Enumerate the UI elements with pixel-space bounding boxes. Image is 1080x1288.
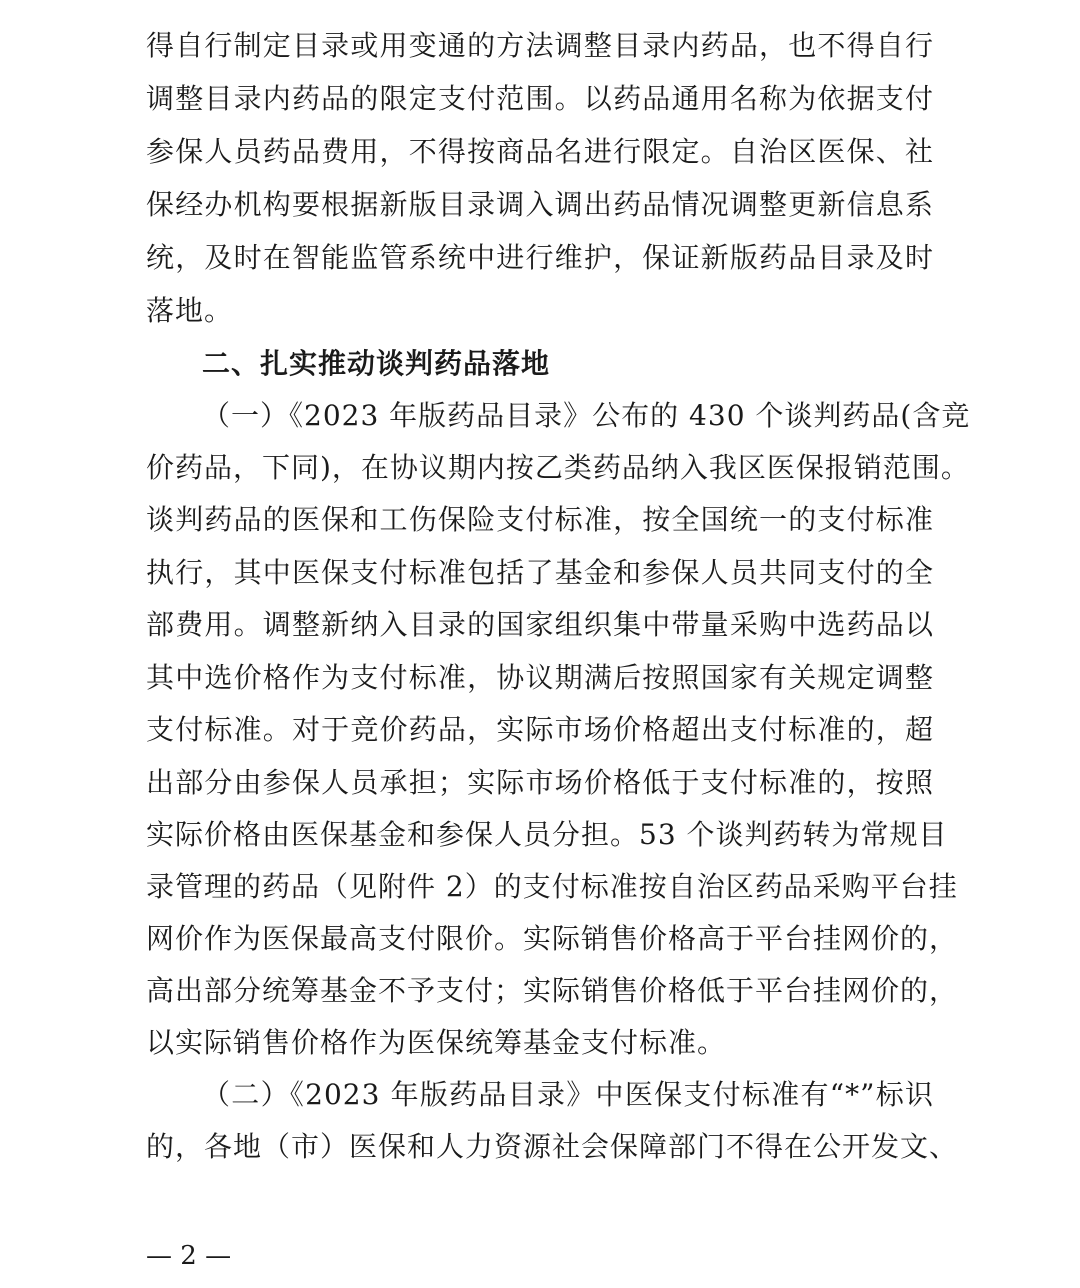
text-line: 其中选价格作为支付标准，协议期满后按照国家有关规定调整	[146, 661, 934, 694]
text-line: 统，及时在智能监管系统中进行维护，保证新版药品目录及时	[146, 241, 934, 274]
text-line: 的，各地（市）医保和人力资源社会保障部门不得在公开发文、	[146, 1130, 959, 1163]
text-line: 网价作为医保最高支付限价。实际销售价格高于平台挂网价的，	[146, 922, 959, 955]
text-line: 出部分由参保人员承担；实际市场价格低于支付标准的，按照	[146, 766, 934, 799]
section-heading: 二、扎实推动谈判药品落地	[202, 347, 551, 380]
text-line: 部费用。调整新纳入目录的国家组织集中带量采购中选药品以	[146, 608, 934, 641]
text-line: 支付标准。对于竞价药品，实际市场价格超出支付标准的，超	[146, 713, 934, 746]
text-line: 调整目录内药品的限定支付范围。以药品通用名称为依据支付	[146, 82, 934, 115]
text-line: 谈判药品的医保和工伤保险支付标准，按全国统一的支付标准	[146, 503, 934, 536]
text-line: 以实际销售价格作为医保统筹基金支付标准。	[146, 1026, 727, 1059]
text-line: 落地。	[146, 294, 234, 327]
text-line: 参保人员药品费用，不得按商品名进行限定。自治区医保、社	[146, 135, 934, 168]
text-line: 执行，其中医保支付标准包括了基金和参保人员共同支付的全	[146, 556, 934, 589]
text-line: （一）《2023 年版药品目录》公布的 430 个谈判药品(含竞	[202, 399, 971, 432]
text-line: 得自行制定目录或用变通的方法调整目录内药品，也不得自行	[146, 29, 934, 62]
text-line: （二）《2023 年版药品目录》中医保支付标准有“*”标识	[202, 1078, 934, 1111]
text-line: 高出部分统筹基金不予支付；实际销售价格低于平台挂网价的，	[146, 974, 959, 1007]
text-line: 价药品，下同)，在协议期内按乙类药品纳入我区医保报销范围。	[146, 451, 970, 484]
text-line: 录管理的药品（见附件 2）的支付标准按自治区药品采购平台挂	[146, 870, 958, 903]
page-number: — 2 —	[146, 1241, 232, 1271]
text-line: 保经办机构要根据新版目录调入调出药品情况调整更新信息系	[146, 188, 934, 221]
text-line: 实际价格由医保基金和参保人员分担。53 个谈判药转为常规目	[146, 818, 948, 851]
